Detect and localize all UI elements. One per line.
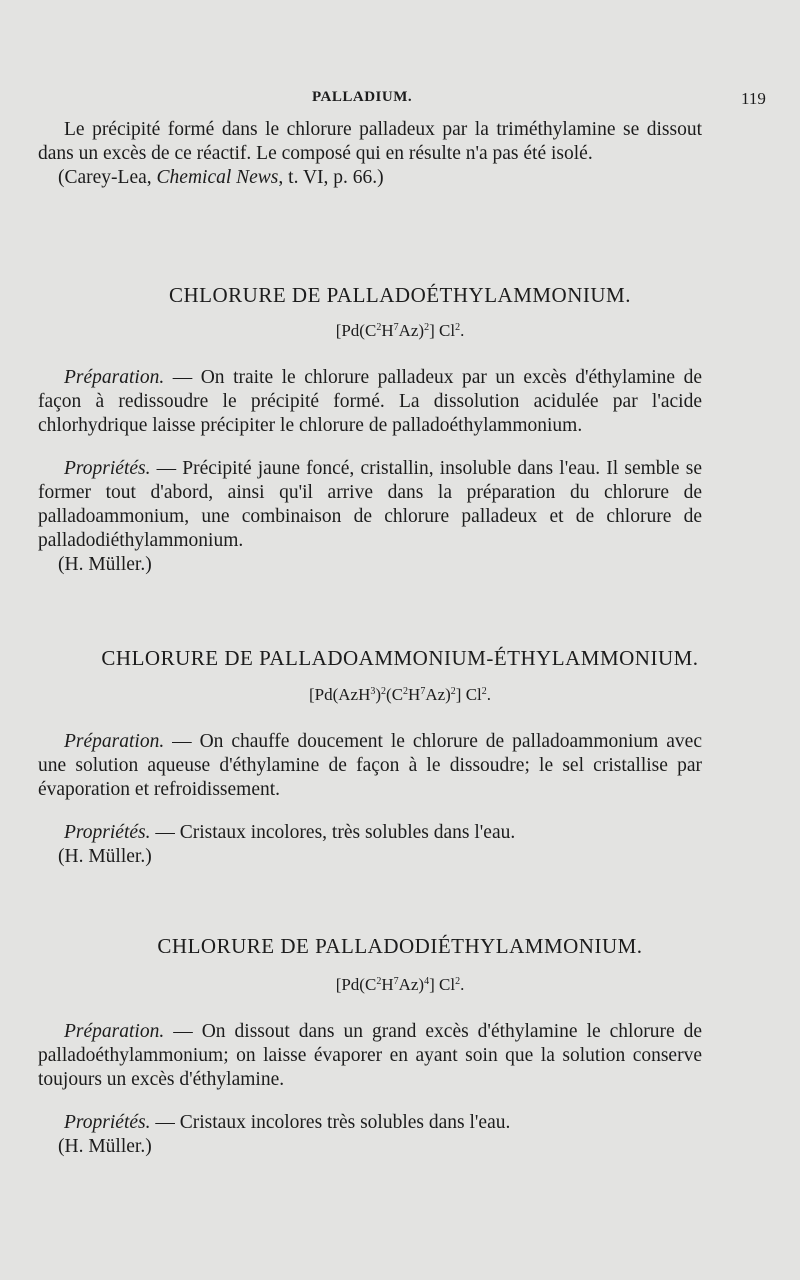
section-heading: CHLORURE DE PALLADOAMMONIUM-ÉTHYLAMMONIUM. <box>101 646 699 670</box>
properties-paragraph <box>38 821 702 845</box>
reference-suffix: , t. VI, p. 66.) <box>278 167 384 188</box>
formula-part: [Pd(AzH <box>308 685 371 704</box>
chemical-formula <box>0 975 800 995</box>
formula-part: . <box>460 975 465 994</box>
chemical-formula <box>0 685 800 705</box>
properties-label: Propriétés. <box>64 1112 151 1133</box>
formula-part: . <box>460 321 465 340</box>
preparation-paragraph <box>38 1020 702 1092</box>
formula-subscript: 2 <box>424 322 430 333</box>
formula-part: (C <box>386 685 404 704</box>
properties-paragraph <box>38 1111 702 1135</box>
formula-part: [Pd(C <box>335 975 377 994</box>
preparation-label: Préparation. <box>64 367 165 388</box>
formula-subscript: 7 <box>420 686 426 697</box>
formula-subscript: 2 <box>455 976 461 987</box>
formula-part: ] Cl <box>455 685 482 704</box>
formula-part: H <box>381 975 394 994</box>
formula-subscript: 2 <box>455 322 461 333</box>
preparation-text: — On dissout dans un grand excès d'éthylamine le chlorure de palladoéthylammonium; on laisse évaporer en ayant soin que la solution conserve toujours un excès d'éthylamine. <box>38 1021 702 1090</box>
running-head-title: PALLADIUM. <box>312 89 413 105</box>
properties-text: — Cristaux incolores, très solubles dans l'eau. <box>150 822 516 843</box>
properties-text: — Précipité jaune foncé, cristallin, insoluble dans l'eau. Il semble se former tout d'abord, ainsi qu'il arrive dans la préparation du chlorure de palladoammonium, une combinaison de chlorure palladeux et de chlorure de palladodiéthylammonium. <box>38 458 702 551</box>
preparation-text: — On traite le chlorure palladeux par un excès d'éthylamine de façon à redissoudre le précipité formé. La dissolution acidulée par l'acide chlorhydrique laisse précipiter le chlorure de palladoéthylammonium. <box>38 367 702 436</box>
reference-prefix: (Carey-Lea, <box>58 167 157 188</box>
formula-part: Az) <box>425 685 451 704</box>
formula-subscript: 3 <box>370 686 376 697</box>
section-body <box>38 366 702 577</box>
preparation-text: — On chauffe doucement le chlorure de palladoammonium avec une solution aqueuse d'éthylamine de façon à le dissoudre; le sel cristallise par évaporation et refroidissement. <box>38 731 702 800</box>
intro-reference <box>38 166 702 190</box>
formula-subscript: 2 <box>381 686 387 697</box>
preparation-paragraph <box>38 730 702 802</box>
formula-subscript: 2 <box>376 322 382 333</box>
formula-part: H <box>408 685 421 704</box>
formula-subscript: 7 <box>393 322 399 333</box>
formula-part: Az) <box>398 975 425 994</box>
preparation-label: Préparation. <box>64 731 165 752</box>
formula-part: H <box>381 321 394 340</box>
formula-subscript: 4 <box>424 976 430 987</box>
reference-journal: Chemical News <box>156 167 279 188</box>
chemical-formula <box>0 321 800 341</box>
section-heading: CHLORURE DE PALLADODIÉTHYLAMMONIUM. <box>157 934 643 958</box>
formula-subscript: 7 <box>393 976 399 987</box>
formula-part: Az) <box>398 321 425 340</box>
properties-paragraph <box>38 457 702 553</box>
author-reference: (H. Müller.) <box>58 846 152 867</box>
formula-part: ] Cl <box>429 321 456 340</box>
properties-label: Propriétés. <box>64 822 151 843</box>
section-heading: CHLORURE DE PALLADOÉTHYLAMMONIUM. <box>169 283 631 307</box>
properties-label: Propriétés. <box>64 458 151 479</box>
formula-subscript: 2 <box>450 686 456 697</box>
formula-part: . <box>486 685 492 704</box>
section-body <box>38 1020 702 1159</box>
section-body <box>38 730 702 869</box>
author-reference: (H. Müller.) <box>58 554 152 575</box>
formula-part: [Pd(C <box>335 321 377 340</box>
formula-part: ] Cl <box>429 975 456 994</box>
intro-block <box>38 118 702 190</box>
formula-part: ) <box>375 685 382 704</box>
page-number: 119 <box>741 89 766 108</box>
properties-text: — Cristaux incolores très solubles dans l'eau. <box>150 1112 511 1133</box>
author-reference: (H. Müller.) <box>58 1136 152 1157</box>
preparation-label: Préparation. <box>64 1021 165 1042</box>
intro-paragraph: Le précipité formé dans le chlorure palladeux par la triméthylamine se dissout dans un excès de ce réactif. Le composé qui en résulte n'a pas été isolé. <box>38 119 702 164</box>
formula-subscript: 2 <box>481 686 487 697</box>
formula-subscript: 2 <box>376 976 382 987</box>
formula-subscript: 2 <box>403 686 409 697</box>
preparation-paragraph <box>38 366 702 438</box>
